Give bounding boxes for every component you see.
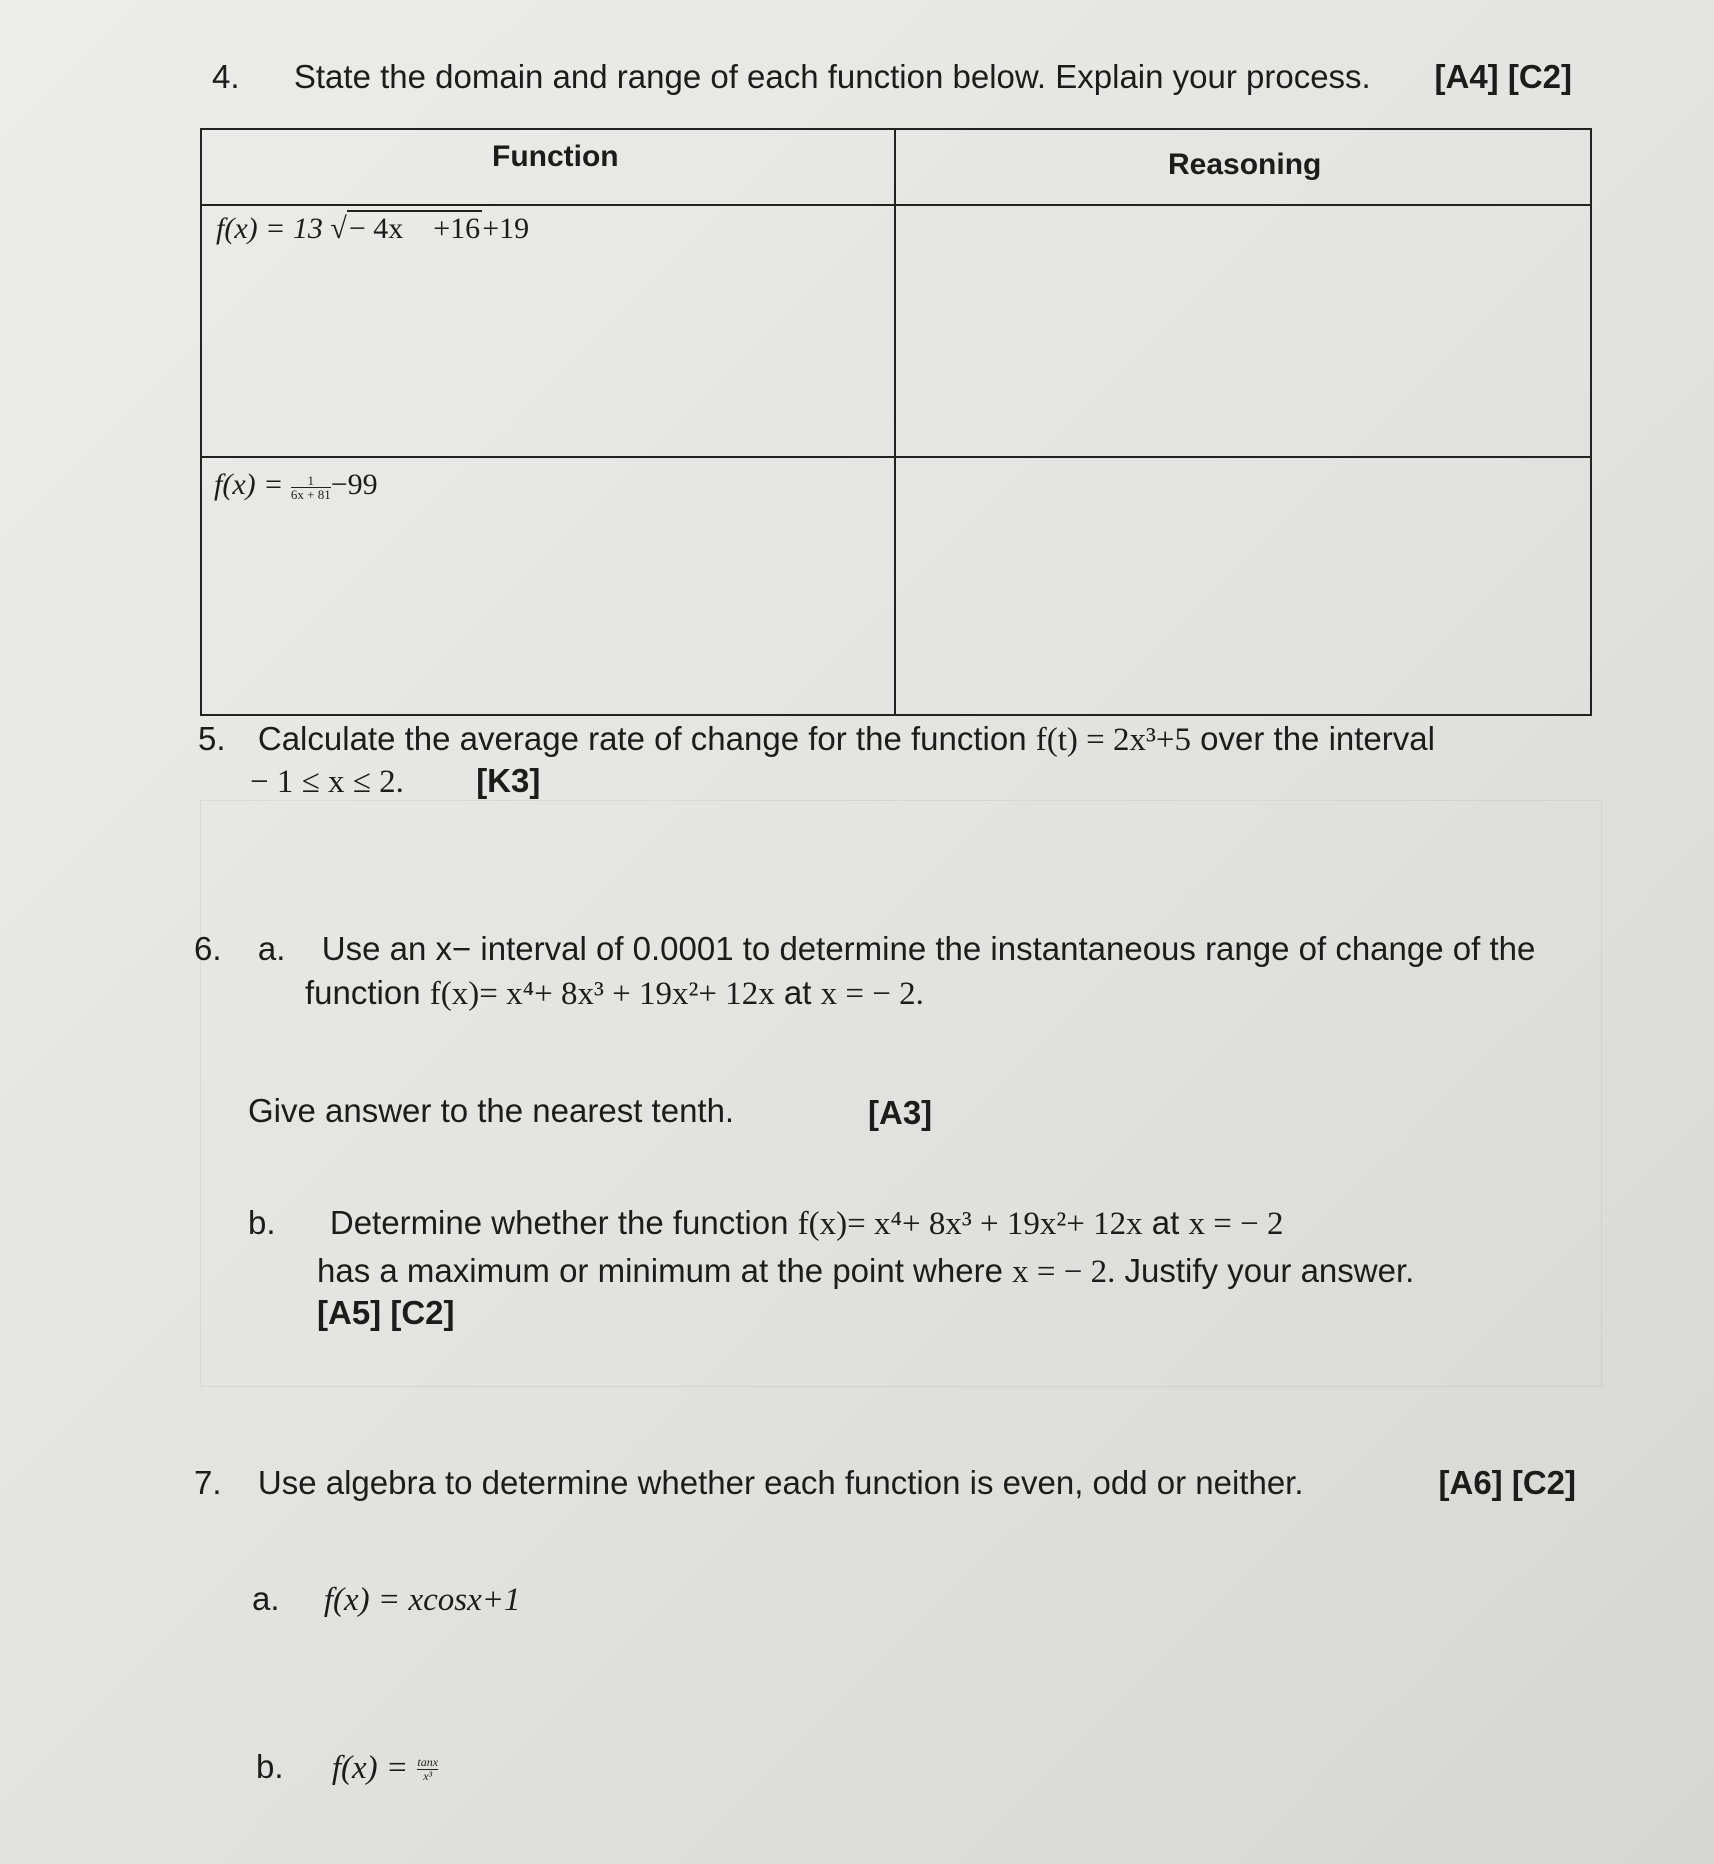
question-6a-at: at bbox=[783, 974, 812, 1011]
question-7a-function: f(x) = xcosx+1 bbox=[323, 1582, 521, 1618]
question-7a bbox=[252, 1578, 521, 1621]
question-6a-point: x = − 2. bbox=[820, 976, 924, 1012]
question-6-instruction: Give answer to the nearest tenth. bbox=[248, 1092, 735, 1129]
question-6a-function: f(x)= x⁴+ 8x³ + 19x²+ 12x bbox=[429, 976, 775, 1012]
question-6b-math: x = − 2. bbox=[1012, 1254, 1116, 1290]
function-cell-2 bbox=[214, 468, 378, 502]
question-5-text: Calculate the average rate of change for the function bbox=[257, 720, 1027, 757]
question-6a-label: a. bbox=[257, 930, 286, 967]
row2-frac-den: 6x + 81 bbox=[290, 486, 331, 502]
question-5-line2 bbox=[250, 760, 540, 803]
question-7b-lhs: f(x) = bbox=[331, 1750, 409, 1786]
row1-radicand: − 4x +16 bbox=[348, 212, 481, 245]
header-function: Function bbox=[492, 140, 619, 173]
row2-fraction bbox=[291, 474, 331, 501]
question-5-function: f(t) = 2x³+5 bbox=[1035, 722, 1191, 758]
question-6a-line2 bbox=[305, 972, 924, 1015]
question-7b-fraction bbox=[417, 1756, 438, 1783]
question-6b-text: Determine whether the function bbox=[329, 1204, 789, 1241]
row1-lhs: f(x) = 13 bbox=[216, 212, 323, 245]
question-7b bbox=[256, 1746, 438, 1789]
question-6b-point: x = − 2 bbox=[1188, 1206, 1284, 1242]
question-7b-numerator: tanx bbox=[417, 1754, 439, 1769]
question-4-text: State the domain and range of each function below. Explain your process. bbox=[293, 58, 1371, 95]
question-6b-label: b. bbox=[248, 1204, 276, 1241]
question-6a-text: Use an x− interval of 0.0001 to determine the instantaneous range of change of the bbox=[321, 930, 1536, 967]
question-7-text: Use algebra to determine whether each function is even, odd or neither. bbox=[257, 1464, 1304, 1501]
question-7-number: 7. bbox=[194, 1464, 222, 1501]
reasoning-cell-2[interactable] bbox=[896, 458, 1592, 714]
question-4-tag: [A4] [C2] bbox=[1434, 58, 1572, 95]
question-7b-denominator: x³ bbox=[423, 1768, 433, 1783]
question-5-tag: [K3] bbox=[476, 762, 541, 799]
row1-tail: +19 bbox=[482, 212, 530, 245]
question-5-interval: − 1 ≤ x ≤ 2. bbox=[250, 764, 404, 800]
question-5-text-b: over the interval bbox=[1200, 720, 1435, 757]
domain-range-table bbox=[200, 128, 1592, 716]
question-6b-line2 bbox=[317, 1250, 1414, 1293]
square-root: √− 4x +16 bbox=[330, 212, 481, 245]
header-reasoning: Reasoning bbox=[1168, 148, 1322, 181]
question-6a-prefix: function bbox=[305, 974, 421, 1011]
question-5 bbox=[198, 718, 1435, 761]
question-6-number: 6. bbox=[194, 930, 222, 967]
question-6b bbox=[248, 1202, 1283, 1245]
function-cell-1 bbox=[216, 212, 529, 246]
question-6b-justify: Justify your answer. bbox=[1124, 1252, 1415, 1289]
question-6a bbox=[194, 928, 1535, 969]
question-6b-function: f(x)= x⁴+ 8x³ + 19x²+ 12x bbox=[797, 1206, 1143, 1242]
question-7 bbox=[194, 1462, 1576, 1503]
question-7a-label: a. bbox=[252, 1580, 280, 1617]
question-5-number: 5. bbox=[198, 720, 226, 757]
question-7-tag: [A6] [C2] bbox=[1438, 1464, 1576, 1501]
row2-tail: −99 bbox=[330, 468, 378, 501]
question-6b-tag: [A5] [C2] bbox=[317, 1294, 455, 1331]
question-4 bbox=[212, 56, 1572, 97]
reasoning-cell-1[interactable] bbox=[896, 206, 1592, 456]
question-6b-text2: has a maximum or minimum at the point where bbox=[317, 1252, 1003, 1289]
row2-frac-num: 1 bbox=[291, 474, 331, 488]
row2-lhs: f(x) = bbox=[214, 468, 284, 501]
question-6b-at: at bbox=[1151, 1204, 1180, 1241]
question-4-number: 4. bbox=[212, 58, 240, 95]
question-7b-label: b. bbox=[256, 1748, 284, 1785]
question-6-instruction-tag: [A3] bbox=[868, 1094, 933, 1131]
